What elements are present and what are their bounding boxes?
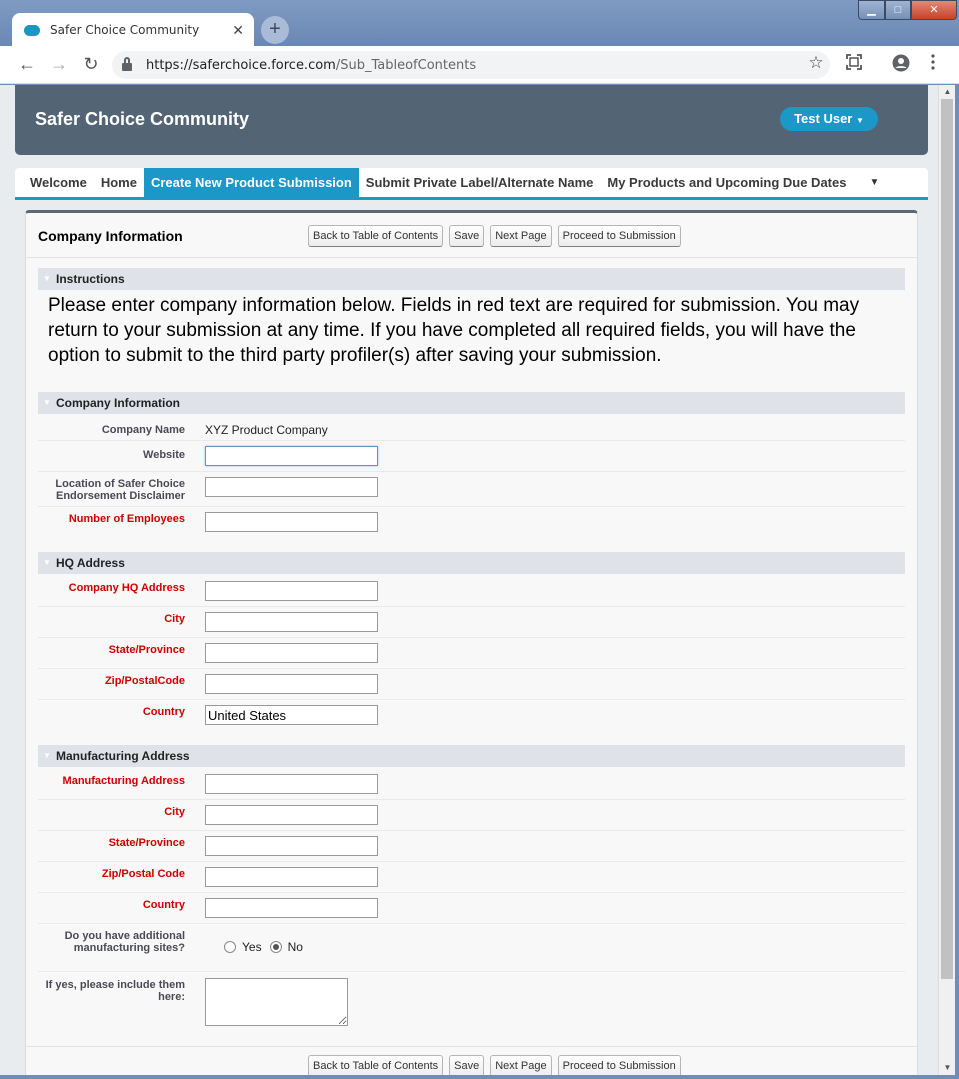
employees-label: Number of Employees (68, 513, 185, 525)
hq-city-row (38, 607, 905, 638)
instructions-text: Please enter company information below. Fields in red text are required for submission. You may return to your submission at any time. If you have completed all required fields, you will have the option to submit to the third party profiler(s) after saving your submission. (48, 295, 860, 366)
company-name-label: Company Name (101, 424, 185, 436)
hq-section-header[interactable] (38, 552, 905, 574)
tab-home[interactable]: Home (100, 175, 137, 190)
company-section-header[interactable] (38, 392, 905, 414)
additional-sites-label: Do you have additional manufacturing sites? (64, 930, 185, 954)
disclaimer-row (38, 472, 905, 507)
mfg-country-label: Country (142, 899, 185, 911)
radio-no[interactable] (270, 941, 282, 953)
browser-titlebar (0, 0, 959, 46)
proceed-to-submission-button[interactable]: Proceed to Submission (558, 1055, 681, 1077)
radio-no-label: No (287, 940, 303, 954)
scrollbar-thumb[interactable] (941, 99, 953, 979)
vertical-scrollbar[interactable] (938, 85, 955, 1075)
scroll-up-icon[interactable]: ▲ (943, 87, 952, 96)
site-title: Safer Choice Community (35, 109, 250, 129)
more-tabs-icon[interactable]: ▼ (869, 177, 880, 188)
new-tab-button[interactable]: + (261, 16, 289, 44)
site-header (15, 85, 928, 155)
hq-city-label: City (164, 613, 185, 625)
hq-city-input[interactable] (205, 612, 378, 632)
hq-state-row (38, 638, 905, 669)
browser-toolbar (0, 46, 959, 84)
hq-address-label: Company HQ Address (68, 582, 185, 594)
radio-yes[interactable] (224, 941, 236, 953)
section-title: Instructions (56, 272, 125, 286)
additional-sites-row (38, 924, 905, 972)
back-to-toc-button[interactable]: Back to Table of Contents (308, 225, 443, 247)
mfg-state-input[interactable] (205, 836, 378, 856)
mfg-zip-label: Zip/Postal Code (101, 868, 185, 880)
section-title: HQ Address (56, 556, 125, 570)
mfg-city-row (38, 800, 905, 831)
mfg-state-label: State/Province (108, 837, 185, 849)
hq-country-row (38, 700, 905, 731)
hq-address-row (38, 576, 905, 607)
website-label: Website (143, 449, 185, 461)
include-sites-label: If yes, please include them here: (45, 979, 185, 1003)
hq-zip-row (38, 669, 905, 700)
cast-icon[interactable] (843, 54, 865, 75)
save-button[interactable]: Save (449, 1055, 484, 1077)
page-title: Company Information (38, 228, 183, 244)
mfg-address-input[interactable] (205, 774, 378, 794)
menu-dots-icon[interactable] (922, 54, 944, 75)
caret-down-icon: ▼ (856, 116, 864, 125)
additional-sites-radios (224, 940, 311, 954)
forward-arrow-icon[interactable]: → (50, 54, 68, 74)
url-text (146, 58, 476, 73)
main-nav (15, 168, 928, 200)
mfg-zip-input[interactable] (205, 867, 378, 887)
profile-icon[interactable] (890, 54, 912, 77)
page-viewport (0, 85, 938, 1079)
close-window-button[interactable]: ✕ (911, 0, 957, 20)
hq-country-input[interactable] (205, 705, 378, 725)
website-input[interactable] (205, 446, 378, 466)
browser-tab-title: Safer Choice Community (50, 23, 200, 37)
collapse-triangle-icon: ▼ (43, 398, 51, 407)
hq-address-input[interactable] (205, 581, 378, 601)
back-to-toc-button[interactable]: Back to Table of Contents (308, 1055, 443, 1077)
collapse-triangle-icon: ▼ (43, 558, 51, 567)
tab-create-new-product-submission[interactable]: Create New Product Submission (144, 168, 359, 197)
mfg-zip-row (38, 862, 905, 893)
company-name-row (38, 416, 905, 441)
disclaimer-label: Location of Safer Choice Endorsement Disclaimer (55, 478, 185, 502)
hq-state-label: State/Province (108, 644, 185, 656)
user-menu-button[interactable] (780, 107, 878, 131)
radio-yes-label: Yes (242, 940, 262, 954)
salesforce-cloud-icon (24, 25, 40, 36)
next-page-button[interactable]: Next Page (490, 225, 551, 247)
window-controls (858, 0, 957, 20)
tab-my-products[interactable]: My Products and Upcoming Due Dates (607, 175, 847, 190)
employees-input[interactable] (205, 512, 378, 532)
tab-welcome[interactable]: Welcome (30, 175, 87, 190)
mfg-city-input[interactable] (205, 805, 378, 825)
mfg-address-label: Manufacturing Address (62, 775, 185, 787)
reload-icon[interactable]: ↻ (83, 54, 99, 74)
browser-tab[interactable] (12, 13, 254, 47)
section-title: Manufacturing Address (56, 749, 190, 763)
collapse-triangle-icon: ▼ (43, 751, 51, 760)
tab-submit-private-label[interactable]: Submit Private Label/Alternate Name (365, 175, 594, 190)
scroll-down-icon[interactable]: ▼ (943, 1063, 952, 1072)
company-name-value: XYZ Product Company (205, 423, 328, 437)
company-info-panel (25, 210, 918, 1079)
disclaimer-input[interactable] (205, 477, 378, 497)
collapse-triangle-icon: ▼ (43, 274, 51, 283)
next-page-button[interactable]: Next Page (490, 1055, 551, 1077)
url-host: https://saferchoice.force.com (146, 57, 336, 73)
section-title: Company Information (56, 396, 181, 410)
hq-country-label: Country (142, 706, 185, 718)
mfg-country-row (38, 893, 905, 924)
save-button[interactable]: Save (449, 225, 484, 247)
panel-header (26, 213, 917, 258)
close-tab-icon[interactable]: ✕ (232, 21, 244, 38)
mfg-state-row (38, 831, 905, 862)
maximize-button[interactable]: □ (885, 0, 911, 20)
instructions-section-header[interactable] (38, 268, 905, 290)
address-bar[interactable] (112, 51, 830, 79)
top-button-row (308, 225, 681, 247)
mfg-country-input[interactable] (205, 898, 378, 918)
employees-row (38, 507, 905, 537)
window-bottom-border (0, 1075, 959, 1079)
bottom-button-row (308, 1055, 681, 1077)
hq-zip-label: Zip/PostalCode (104, 675, 185, 687)
url-path: /Sub_TableofContents (335, 57, 477, 73)
include-sites-textarea[interactable] (205, 978, 348, 1026)
bookmark-star-icon[interactable]: ☆ (808, 53, 824, 72)
proceed-to-submission-button[interactable]: Proceed to Submission (558, 225, 681, 247)
user-name: Test User (794, 111, 853, 126)
minimize-button[interactable]: ▁ (858, 0, 885, 20)
mfg-city-label: City (164, 806, 185, 818)
lock-icon (122, 63, 132, 71)
radio-no-option[interactable] (270, 940, 303, 954)
radio-yes-option[interactable] (224, 940, 262, 954)
include-sites-row (38, 972, 905, 1034)
hq-state-input[interactable] (205, 643, 378, 663)
mfg-address-row (38, 769, 905, 800)
mfg-section-header[interactable] (38, 745, 905, 767)
hq-zip-input[interactable] (205, 674, 378, 694)
back-arrow-icon[interactable]: ← (18, 54, 36, 74)
website-row (38, 441, 905, 472)
